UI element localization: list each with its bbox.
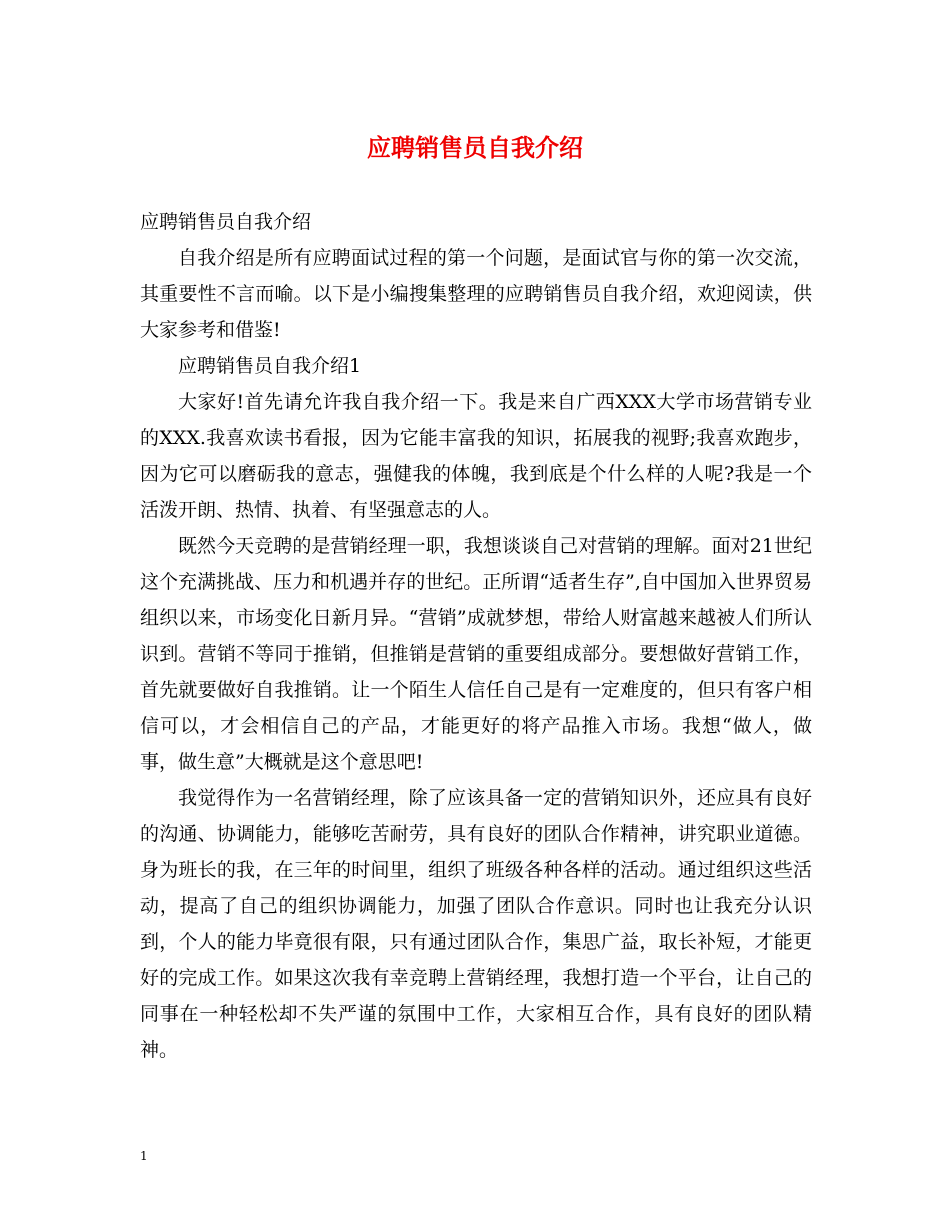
subsection-heading: 应聘销售员自我介绍1 [178,355,362,377]
section-heading: 应聘销售员自我介绍 [140,211,312,233]
document-title: 应聘销售员自我介绍 [367,133,583,162]
body-paragraph: 我觉得作为一名营销经理，除了应该具备一定的营销知识外，还应具有良好的沟通、协调能力，能够吃苦耐劳，具有良好的团队合作精神，讲究职业道德。身为班长的我，在三年的时间里，组织了班级各种各样的活动。通过组织这些活动，提高了自己的组织协调能力，加强了团队合作意识。同时也让我充分认识到，个人的能力毕竟很有限，只有通过团队合作，集思广益，取长补短，才能更好的完成工作。如果这次我有幸竞聘上营销经理，我想打造一个平台，让自己的同事在一种轻松却不失严谨的氛围中工作，大家相互合作，具有良好的团队精神。 [140,787,812,1061]
page-number: 1 [140,1149,148,1163]
body-paragraph: 既然今天竞聘的是营销经理一职，我想谈谈自己对营销的理解。面对21世纪这个充满挑战、压力和机遇并存的世纪。正所谓“适者生存”,自中国加入世界贸易组织以来，市场变化日新月异。“营销”成就梦想，带给人财富越来越被人们所认识到。营销不等同于推销，但推销是营销的重要组成部分。要想做好营销工作，首先就要做好自我推销。让一个陌生人信任自己是有一定难度的，但只有客户相信可以，才会相信自己的产品，才能更好的将产品推入市场。我想“做人，做事，做生意”大概就是这个意思吧! [140,535,812,773]
document-body [140,204,812,1068]
body-paragraph: 大家好!首先请允许我自我介绍一下。我是来自广西XXX大学市场营销专业的XXX.我喜欢读书看报，因为它能丰富我的知识，拓展我的视野;我喜欢跑步，因为它可以磨砺我的意志，强健我的体魄，我到底是个什么样的人呢?我是一个活泼开朗、热情、执着、有坚强意志的人。 [140,391,812,521]
intro-paragraph: 自我介绍是所有应聘面试过程的第一个问题，是面试官与你的第一次交流，其重要性不言而喻。以下是小编搜集整理的应聘销售员自我介绍，欢迎阅读，供大家参考和借鉴! [140,247,812,341]
